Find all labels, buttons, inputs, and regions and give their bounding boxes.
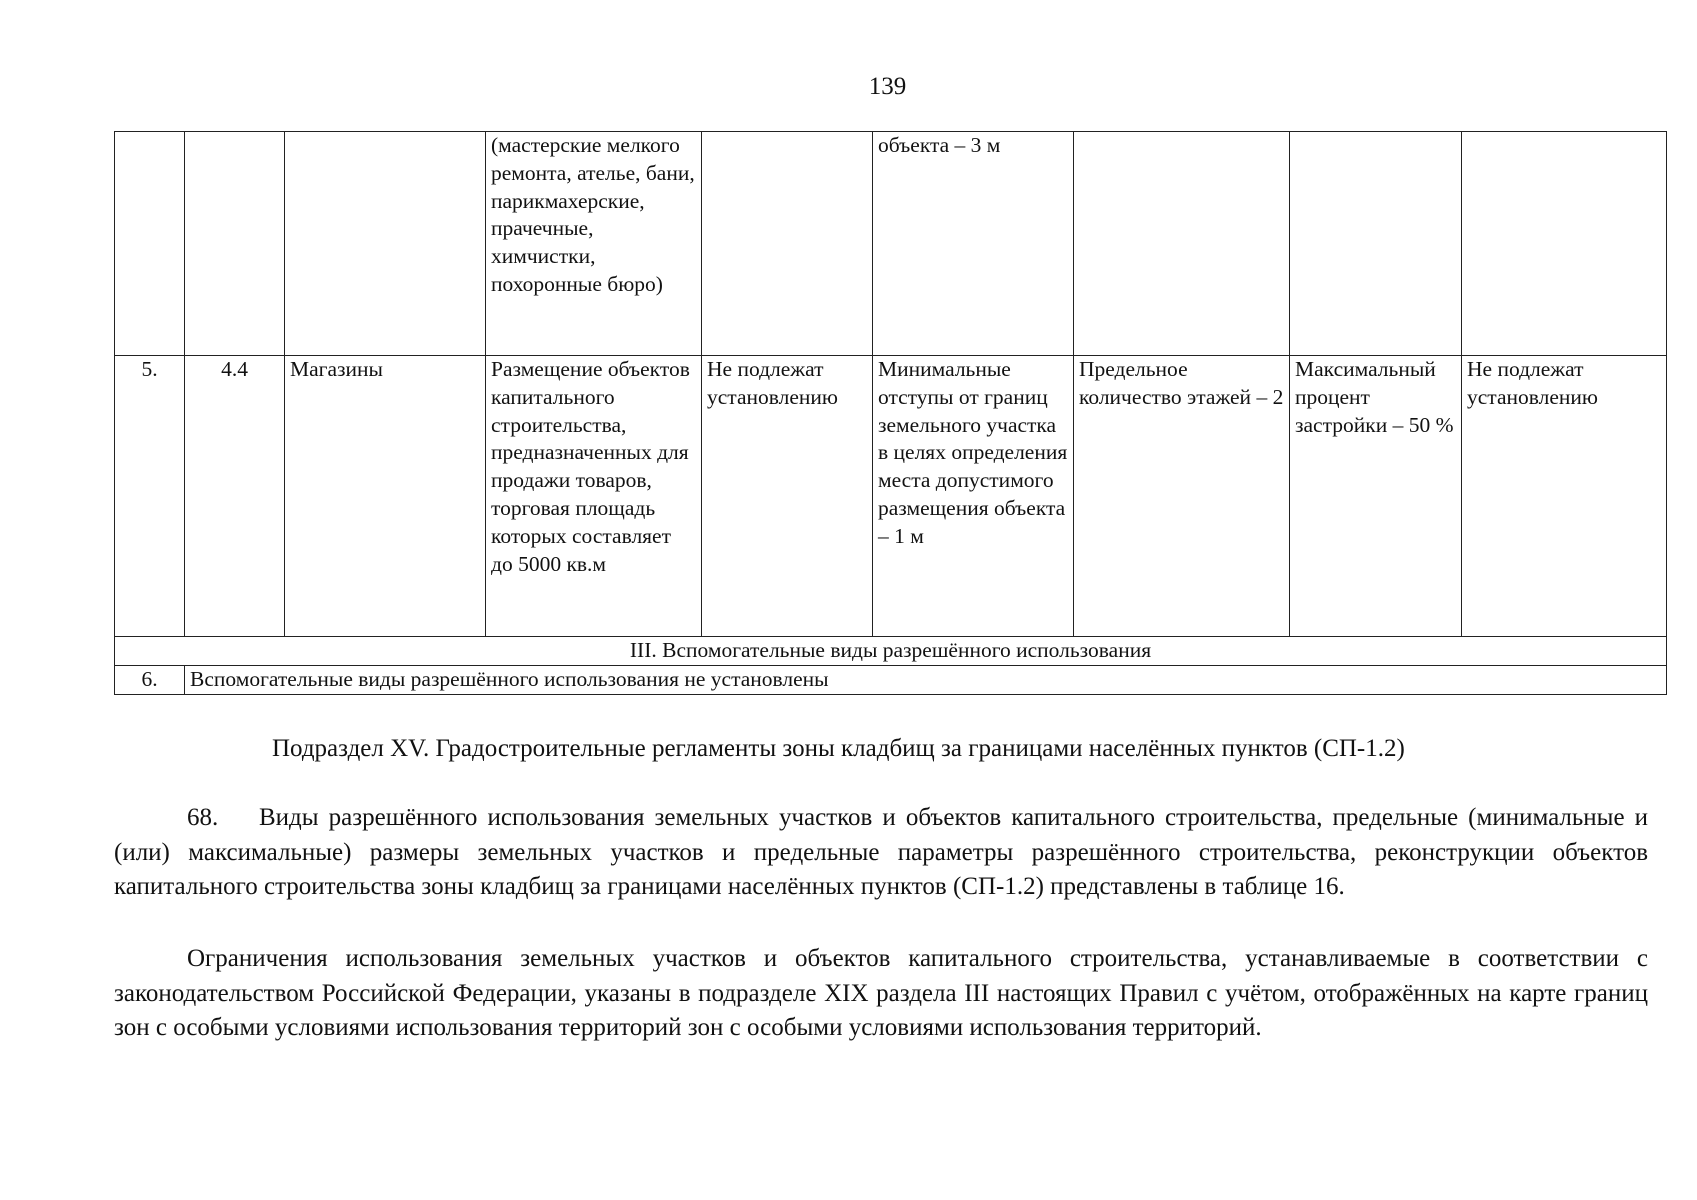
cell-floors xyxy=(1074,132,1290,356)
subsection-title: Подраздел XV. Градостроительные регламенты зоны кладбищ за границами населённых пунктов (СП-1.2) xyxy=(272,735,1405,762)
page-number: 139 xyxy=(868,73,907,100)
cell-description: Размещение объектов капитального строительства, предназначенных для продажи товаров, торговая площадь которых составляет до 5000 кв.м xyxy=(486,356,702,637)
cell-setbacks: объекта – 3 м xyxy=(873,132,1074,356)
cell-code xyxy=(185,132,285,356)
table-row-5 xyxy=(115,356,1667,637)
cell-code: 4.4 xyxy=(185,356,285,637)
cell-setbacks: Минимальные отступы от границ земельного участка в целях определения места допустимого размещения объекта – 1 м xyxy=(873,356,1074,637)
cell-num: 5. xyxy=(115,356,185,637)
regulations-table xyxy=(114,131,1667,695)
cell-name xyxy=(285,132,486,356)
cell-plot-size: Не подлежат установлению xyxy=(702,356,873,637)
paragraph-number: 68. xyxy=(187,804,219,831)
cell-num xyxy=(115,132,185,356)
cell-floors: Предельное количество этажей – 2 xyxy=(1074,356,1290,637)
table-row-continued xyxy=(115,132,1667,356)
cell-coverage xyxy=(1290,132,1462,356)
paragraph-68 xyxy=(114,801,1648,905)
cell-name: Магазины xyxy=(285,356,486,637)
paragraph-68-text: Виды разрешённого использования земельных участков и объектов капитального строительства, предельные (минимальные и (или) максимальные) размеры земельных участков и предельные параметры разрешённого строительства, реконструкции объектов капитального строительства зоны кладбищ за границами населённых пунктов (СП-1.2) представлены в таблице 16. xyxy=(114,804,1648,901)
cell-coverage: Максимальный процент застройки – 50 % xyxy=(1290,356,1462,637)
cell-other xyxy=(1462,132,1667,356)
cell-row6-text: Вспомогательные виды разрешённого использования не установлены xyxy=(185,666,1667,695)
cell-other: Не подлежат установлению xyxy=(1462,356,1667,637)
table-row-6 xyxy=(115,666,1667,695)
table-section-row xyxy=(115,637,1667,666)
paragraph-restrictions: Ограничения использования земельных участков и объектов капитального строительства, устанавливаемые в соответствии с законодательством Российской Федерации, указаны в подразделе XIX раздела III настоящих Правил с учётом, отображённых на карте границ зон с особыми условиями использования территорий зон с особыми условиями использования территорий. xyxy=(114,945,1648,1042)
section-heading: III. Вспомогательные виды разрешённого использования xyxy=(115,637,1667,666)
cell-num: 6. xyxy=(115,666,185,695)
cell-description: (мастерские мелкого ремонта, ателье, бани, парикмахерские, прачечные, химчистки, похоронные бюро) xyxy=(486,132,702,356)
cell-plot-size xyxy=(702,132,873,356)
